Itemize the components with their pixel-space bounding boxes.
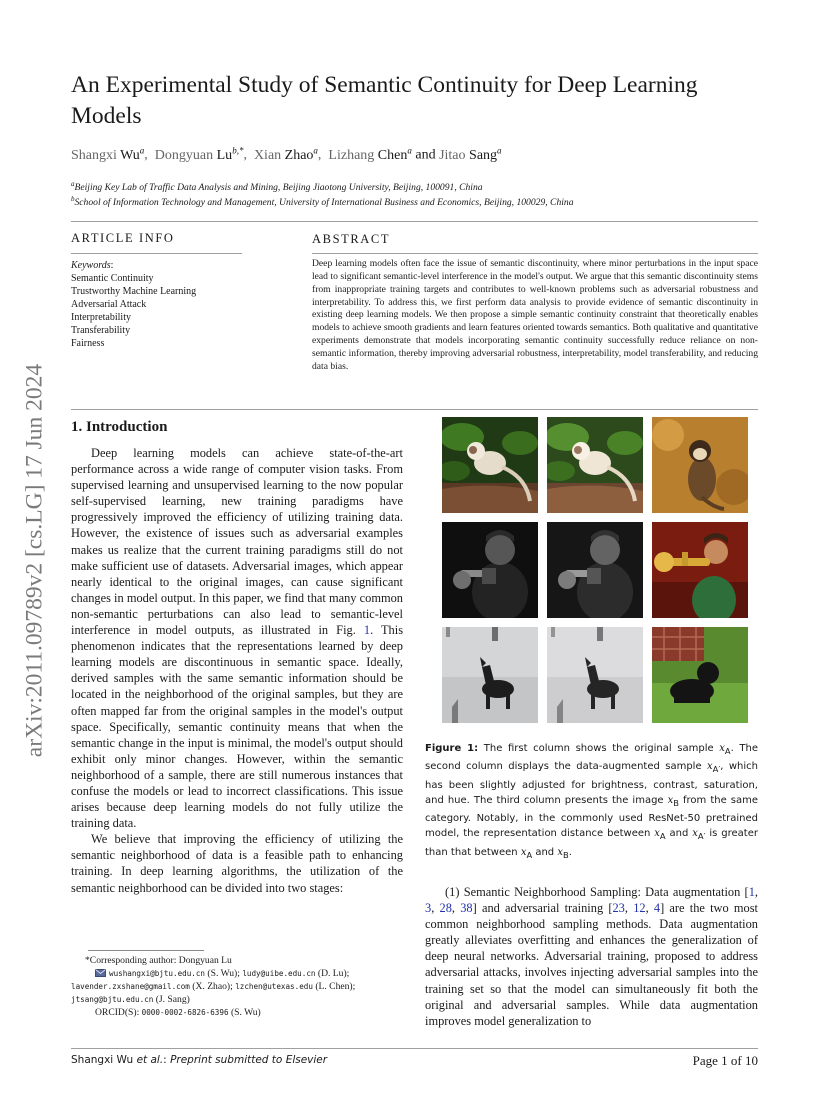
citation-link[interactable]: 3 xyxy=(425,901,432,916)
figure-image-dog-original xyxy=(442,627,538,723)
article-info-heading: ARTICLE INFO xyxy=(71,231,175,245)
orcid-link[interactable]: 0000-0002-6826-6396 xyxy=(141,1008,229,1017)
footnote-divider xyxy=(88,950,204,951)
keyword: Semantic Continuity xyxy=(71,273,154,284)
envelope-icon xyxy=(95,968,106,976)
paragraph: We believe that improving the efficiency of utilizing the semantic neighborhood of data is a feasible path to enhancing training. In deep learning algorithms, the utilization of the semantic neighborhood can be divided into two stages: xyxy=(71,832,403,895)
paragraph: (1) Semantic Neighborhood Sampling: Data augmentation [1, 3, 28, 38] and adversarial training [23, 12, 4] are the two most common neighborhood sampling methods. Data augmentation greatly alleviates overfitting and enhances the generalization of deep neural networks. Adversarial training, proposed to address adversarial attacks, involves injecting adversarial samples into the training set so that the model can simultaneously fit both the original and adversarial samples. While data augmentation improves model generalization to xyxy=(425,885,758,1028)
email-link[interactable]: wushangxi@bjtu.edu.cn xyxy=(109,969,206,978)
author-and: and xyxy=(415,147,436,163)
keywords: Keywords: Semantic Continuity Trustworthy Machine Learning Adversarial Attack Interpretability Transferability Fairness xyxy=(71,260,197,349)
author-list: Shangxi Wu$^a$, Dongyuan $Lu^{b,*}$, Xian Zhao$^a$, Lizhang Chen$^a$ and Jitao Sang$^a$ xyxy=(71,145,502,163)
abstract-text: Deep learning models often face the issue of semantic discontinuity, where minor perturbations in the input space lead to significant semantic-level interference in the model's output. We argue that this semantic discontinuity stems from inappropriate training targets and contributes to well-known problems such as adversarial robustness and interpretability. To address this, we first perform data analysis to provide evidence of semantic discontinuity in existing deep learning models. We then propose a simple semantic continuity constraint that theoretically enables models to achieve smooth gradients and learn features oriented towards semantics. Both qualitative and quantitative experiments demonstrate that models incorporating semantic continuity successfully reduce reliance on non-semantic information, thereby improving adversarial robustness, interpretability, model transferability, and reducing data bias. xyxy=(312,258,758,372)
citation-link[interactable]: 1 xyxy=(748,885,755,899)
affiliation-b: $^b$School of Information Technology and Management, University of International Business and Economics, Beijing, 100029, China xyxy=(71,195,574,209)
figure-image-dog-same-category xyxy=(652,627,748,723)
arxiv-side-stamp: arXiv:2011.09789v2 [cs.LG] 17 Jun 2024 xyxy=(21,363,48,758)
right-column-text xyxy=(425,884,758,1029)
intro-text xyxy=(71,445,403,896)
figure-image-trumpet-original xyxy=(442,522,538,618)
divider xyxy=(71,409,758,410)
keyword: Transferability xyxy=(71,325,131,336)
divider xyxy=(71,253,242,254)
figure-image-monkey-augmented xyxy=(547,417,643,513)
email-link[interactable]: lavender.zxshane@gmail.com xyxy=(71,982,190,991)
figure-label: Figure 1: xyxy=(425,743,479,754)
citation-link[interactable]: 12 xyxy=(633,901,646,916)
figure-1-caption: Figure 1: The first column shows the original sample $x_A$. The second column displays the data-augmented sample $x_{A'}$, which has been slightly adjusted for brightness, contrast, saturation, and hue. The third column presents the image $x_B$ from the same category. Notably, in the commonly used ResNet-50 pretrained model, the representation distance between $x_A$ and $x_{A'}$ is greater than that between $x_A$ and $x_B$. xyxy=(425,743,759,860)
citation-link[interactable]: 28 xyxy=(439,901,452,916)
author[interactable]: Dongyuan $Lu^{b,*}$ xyxy=(154,145,244,163)
page-number: Page 1 of 10 xyxy=(692,1053,758,1068)
keyword: Trustworthy Machine Learning xyxy=(71,286,197,297)
email-line: wushangxi@bjtu.edu.cn (S. Wu); ludy@uibe.edu.cn (D. Lu); xyxy=(71,967,403,980)
email-link[interactable]: ludy@uibe.edu.cn xyxy=(242,969,316,978)
footer-citation: Shangxi Wu et al.: Preprint submitted to Elsevier xyxy=(71,1054,328,1066)
paragraph: Deep learning models can achieve state-of-the-art performance across a wide range of computer vision tasks. From supervised learning and unsupervised learning to the now popular self-supervised learning, new training paradigms have progressively improved the efficiency of utilizing training data. However, the existence of issues such as adversarial examples makes us realize that the current training paradigms still do not make sufficient use of datasets. Adversarial images, which appear nearly identical to the original images, can cause significant changes in model output. In this paper, we find that many common non-semantic perturbations can also lead to semantic-level interference in model outputs, as illustrated in Fig. 1. This phenomenon indicates that the representations learned by deep learning models are discontinuous in semantic space. Ideally, derived samples with the same semantic information should be located in the neighborhood of the original samples, but they are often mapped far from the original samples in the model's output space. Specifically, semantic continuity means that when the semantic change in the input is minimal, the model's output should exhibit only minor changes. However, within the semantic neighborhood of a sample, there are still numerous instances that confuse the models or lead to incorrect classifications. This issue arises because deep learning models do not fully utilize the training data. xyxy=(71,446,404,831)
email-link[interactable]: jtsang@bjtu.edu.cn xyxy=(71,995,154,1004)
citation-link[interactable]: 23 xyxy=(612,901,625,916)
figure-image-monkey-original xyxy=(442,417,538,513)
footer-divider xyxy=(71,1048,758,1049)
email-line: lavender.zxshane@gmail.com (X. Zhao); lzchen@utexas.edu (L. Chen); xyxy=(71,981,356,992)
figure-image-trumpet-augmented xyxy=(547,522,643,618)
figure-image-monkey-same-category xyxy=(652,417,748,513)
citation-link[interactable]: 38 xyxy=(460,901,473,916)
figure-ref-link[interactable]: 1 xyxy=(363,623,371,638)
author[interactable]: Xian Zhao$^a$ xyxy=(253,145,318,163)
email-link[interactable]: lzchen@utexas.edu xyxy=(235,982,313,991)
figure-image-trumpet-same-category xyxy=(652,522,748,618)
email-line: jtsang@bjtu.edu.cn (J. Sang) xyxy=(71,994,190,1005)
figure-image-dog-augmented xyxy=(547,627,643,723)
keyword: Adversarial Attack xyxy=(71,299,147,310)
orcid-line: ORCID(S): 0000-0002-6826-6396 (S. Wu) xyxy=(95,1007,261,1018)
footnotes xyxy=(71,954,403,1019)
keyword: Fairness xyxy=(71,338,105,349)
citation-link[interactable]: 4 xyxy=(653,901,661,916)
section-heading: 1. Introduction xyxy=(71,419,168,435)
author[interactable]: Shangxi Wu$^a$ xyxy=(71,145,145,163)
keyword: Interpretability xyxy=(71,312,131,323)
author[interactable]: Lizhang Chen$^a$ xyxy=(328,145,412,163)
abstract-heading: ABSTRACT xyxy=(312,232,391,246)
affiliation-a: $^a$Beijing Key Lab of Traffic Data Analysis and Mining, Beijing Jiaotong University, Beijing, 100091, China xyxy=(71,180,483,194)
figure-1-grid xyxy=(442,417,748,723)
paper-title: An Experimental Study of Semantic Continuity for Deep Learning Models xyxy=(71,72,698,129)
divider xyxy=(71,221,758,222)
divider xyxy=(312,253,758,254)
corresponding-author-note: *Corresponding author: Dongyuan Lu xyxy=(85,955,232,966)
author[interactable]: Jitao Sang$^a$ xyxy=(439,145,502,163)
